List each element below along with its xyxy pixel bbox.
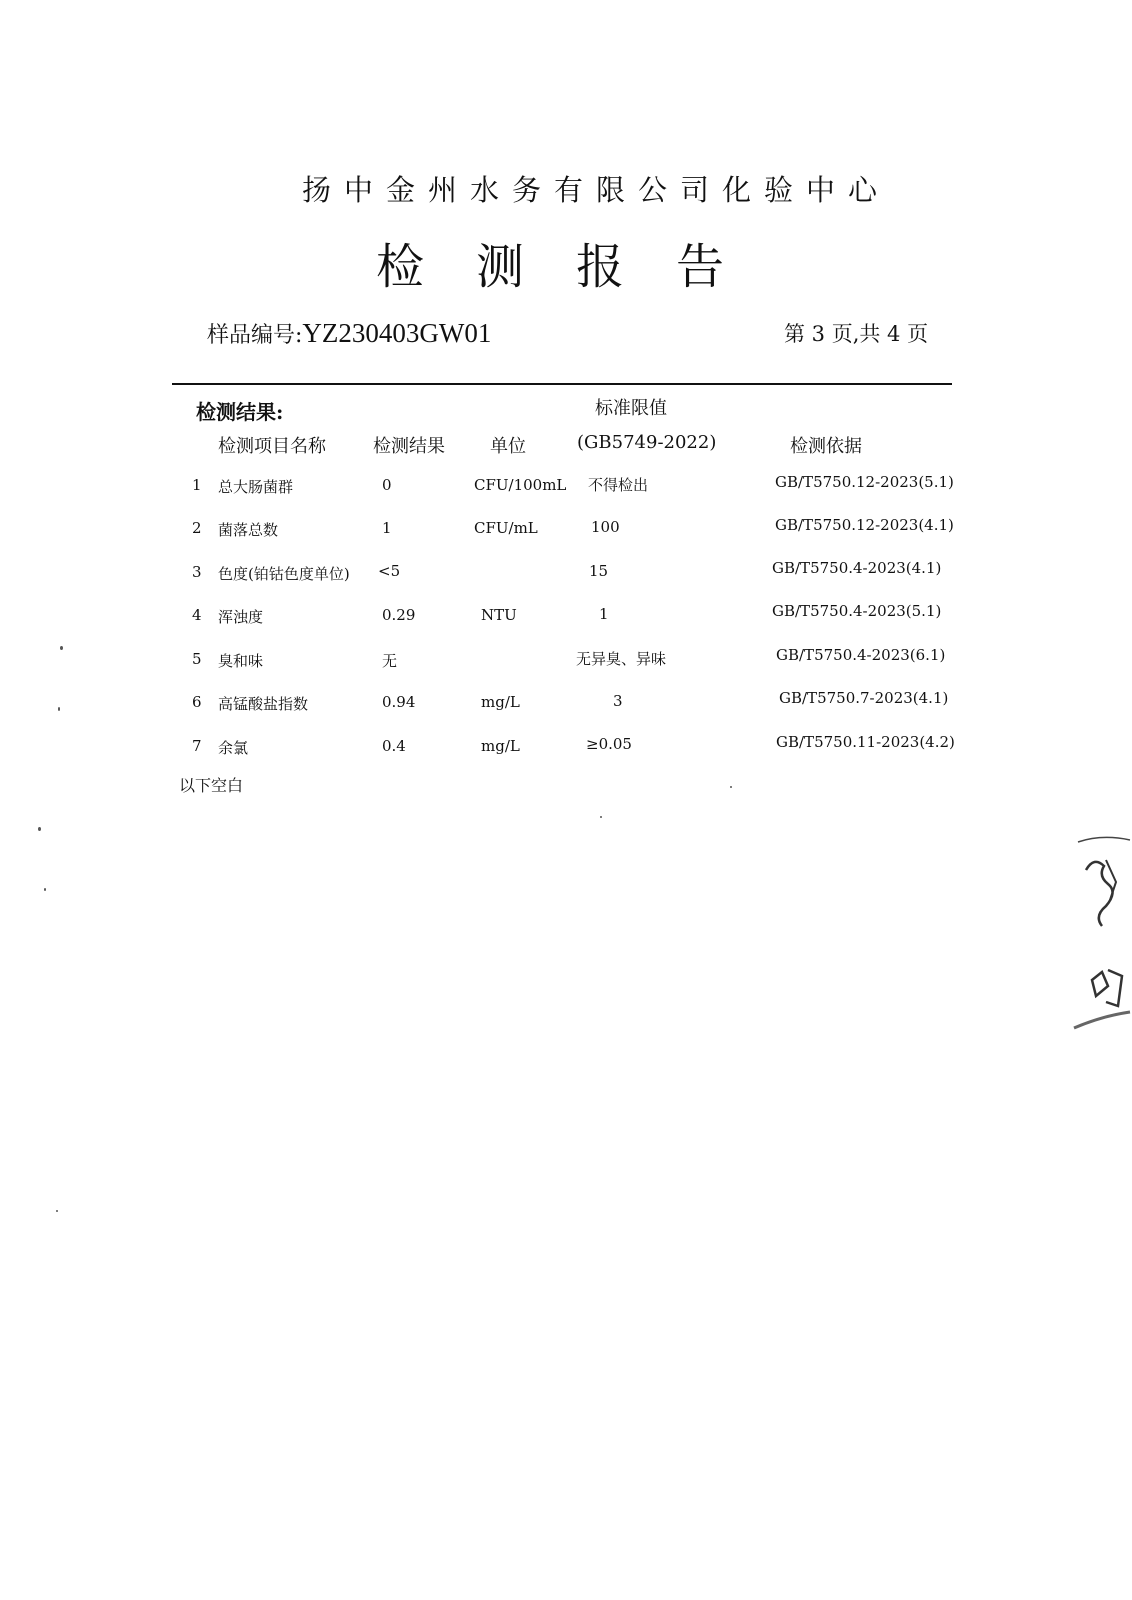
partial-seal-stamp <box>1072 830 1132 1040</box>
row-number: 2 <box>192 519 202 537</box>
row-unit: CFU/100mL <box>474 476 567 494</box>
column-header-unit: 单位 <box>490 436 526 457</box>
row-number: 7 <box>192 737 202 755</box>
row-basis: GB/T5750.4-2023(5.1) <box>772 602 942 620</box>
scan-speck <box>44 888 46 891</box>
row-limit: 不得检出 <box>588 476 649 494</box>
row-number: 6 <box>192 693 202 711</box>
scan-speck <box>730 786 732 788</box>
row-limit: ≥0.05 <box>586 735 632 753</box>
row-basis: GB/T5750.7-2023(4.1) <box>779 689 949 707</box>
sample-number-value: YZ230403GW01 <box>302 318 492 348</box>
row-item: 余氯 <box>218 739 249 757</box>
scan-speck <box>58 707 60 711</box>
row-item: 菌落总数 <box>218 521 279 539</box>
row-unit: mg/L <box>481 737 520 755</box>
report-title: 检测报告 <box>375 239 776 295</box>
row-item: 臭和味 <box>218 652 264 670</box>
row-limit: 100 <box>591 518 620 536</box>
row-item: 浑浊度 <box>218 608 264 626</box>
row-unit: CFU/mL <box>474 519 538 537</box>
row-item: 总大肠菌群 <box>218 478 294 496</box>
row-result: 0.29 <box>382 606 416 624</box>
sample-number <box>207 318 491 349</box>
page-indicator: 第 3 页,共 4 页 <box>784 322 929 346</box>
row-limit: 1 <box>599 605 609 623</box>
row-result: 0 <box>382 476 392 494</box>
results-section-title: 检测结果: <box>196 400 284 424</box>
row-result: 0.4 <box>382 737 406 755</box>
column-header-result: 检测结果 <box>373 436 445 457</box>
scan-speck <box>600 816 602 818</box>
row-basis: GB/T5750.11-2023(4.2) <box>776 733 955 751</box>
scan-speck <box>38 827 41 831</box>
row-number: 1 <box>192 476 202 494</box>
row-basis: GB/T5750.12-2023(4.1) <box>775 516 954 534</box>
row-result: 无 <box>382 652 398 670</box>
row-limit: 无异臭、异味 <box>576 650 667 668</box>
header-divider <box>172 383 952 385</box>
row-limit: 3 <box>613 692 623 710</box>
row-result: <5 <box>378 562 401 580</box>
row-basis: GB/T5750.4-2023(4.1) <box>772 559 942 577</box>
row-limit: 15 <box>589 562 609 580</box>
standard-limit-label: 标准限值 <box>595 398 667 419</box>
row-result: 0.94 <box>382 693 416 711</box>
row-basis: GB/T5750.12-2023(5.1) <box>775 473 954 491</box>
row-unit: NTU <box>481 606 517 624</box>
row-item: 色度(铂钴色度单位) <box>218 565 350 583</box>
column-header-limit: (GB5749-2022) <box>577 432 717 453</box>
column-header-item: 检测项目名称 <box>218 436 326 457</box>
row-basis: GB/T5750.4-2023(6.1) <box>776 646 946 664</box>
row-item: 高锰酸盐指数 <box>218 695 309 713</box>
scan-speck <box>56 1210 58 1212</box>
sample-number-label: 样品编号: <box>207 323 303 348</box>
row-number: 3 <box>192 563 202 581</box>
blank-below-note: 以下空白 <box>179 776 244 795</box>
scan-speck <box>60 646 63 650</box>
column-header-basis: 检测依据 <box>790 436 862 457</box>
organization-name: 扬中金州水务有限公司化验中心 <box>301 173 890 207</box>
row-unit: mg/L <box>481 693 520 711</box>
row-number: 5 <box>192 650 202 668</box>
row-result: 1 <box>382 519 392 537</box>
row-number: 4 <box>192 606 202 624</box>
